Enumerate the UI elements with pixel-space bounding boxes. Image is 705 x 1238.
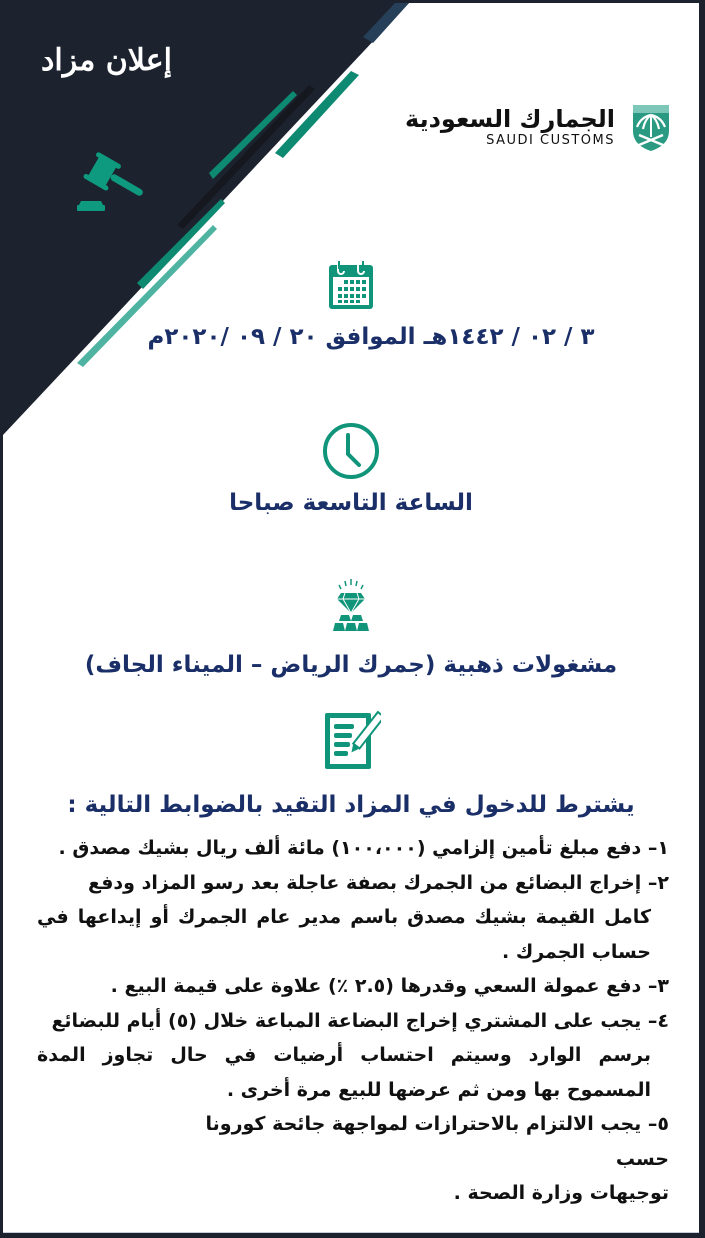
clock-icon [321,421,381,481]
auction-date: ٣ / ٠٢ / ١٤٤٢هـ الموافق ٢٠ / ٠٩ /٢٠٢٠م [147,324,595,350]
condition-2-continued: كامل القيمة بشيك مصدق باسم مدير عام الجمرك أو إيداعها في حساب الجمرك . [37,906,651,963]
condition-item-4 [37,1004,669,1108]
poster-canvas [3,3,699,1233]
condition-2-text: ٢– إخراج البضائع من الجمرك بصفة عاجلة بعد رسو المزاد ودفع [88,871,669,894]
conditions-list [37,831,669,1211]
condition-5-continued: توجيهات وزارة الصحة . [453,1182,669,1204]
logo-name-arabic: الجمارك السعودية [405,105,615,133]
date-section [3,259,699,353]
time-section [3,421,699,519]
condition-4-text: ٤– يجب على المشتري إخراج البضاعة المباعة خلال (٥) أيام للبضائع [51,1009,669,1032]
document-pencil-icon [321,707,381,773]
condition-item-5 [37,1107,669,1211]
condition-item-1 [37,831,669,866]
conditions-section [3,707,699,821]
condition-item-3 [37,969,669,1004]
condition-1-text: ١– دفع مبلغ تأمين إلزامي (١٠٠،٠٠٠) مائة ألف ريال بشيك مصدق . [58,837,669,859]
calendar-icon [327,259,375,311]
condition-4-continued: برسم الوارد وسيتم احتساب أرضيات في حال تجاوز المدة المسموح بها ومن ثم عرضها للبيع مرة أخرى . [37,1044,651,1101]
conditions-heading: يشترط للدخول في المزاد التقيد بالضوابط التالية : [67,792,635,818]
auction-time: الساعة التاسعة صباحا [229,490,473,516]
goods-description: مشغولات ذهبية (جمرك الرياض – الميناء الجاف) [84,652,618,678]
goods-section [3,577,699,681]
announcement-title: إعلان مزاد [41,43,172,78]
condition-item-2 [37,866,669,970]
logo-name-english: SAUDI CUSTOMS [486,133,615,148]
saudi-customs-logo [405,101,673,153]
condition-5-text: ٥– يجب الالتزام بالاحترازات لمواجهة جائحة كورونا حسب [205,1113,669,1170]
gavel-icon [69,149,149,213]
gold-bars-diamond-icon [321,577,381,635]
palm-emblem-icon [629,101,673,153]
condition-3-text: ٣– دفع عمولة السعي وقدرها (٢.٥ ٪) علاوة على قيمة البيع . [110,975,669,997]
